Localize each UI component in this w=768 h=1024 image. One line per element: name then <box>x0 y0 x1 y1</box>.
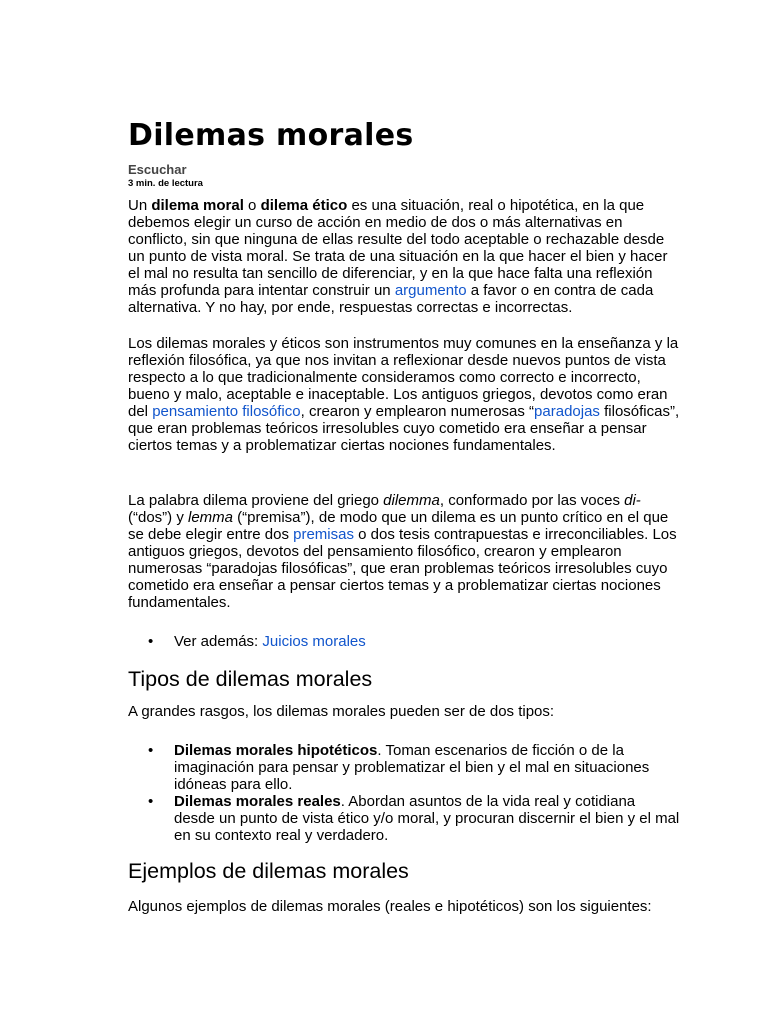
link-premisas[interactable]: premisas <box>293 526 354 543</box>
see-also-list <box>128 633 680 650</box>
list-item: • Dilemas morales hipotéticos. Toman escenarios de ficción o de la imaginación para pensar y problematizar el bien y el mal en situaciones idóneas para ello. <box>128 742 680 793</box>
types-list <box>128 742 680 844</box>
term-lemma: lemma <box>188 509 234 526</box>
term-hipoteticos: Dilemas morales hipotéticos <box>174 742 378 759</box>
page-title: Dilemas morales <box>128 118 414 153</box>
term-dilema-moral: dilema moral <box>151 197 244 214</box>
link-juicios-morales[interactable]: Juicios morales <box>262 633 366 650</box>
link-pensamiento-filosofico[interactable]: pensamiento filosófico <box>152 403 301 420</box>
listen-button[interactable]: Escuchar <box>128 162 187 177</box>
paragraph-tipos-intro: A grandes rasgos, los dilemas morales pueden ser de dos tipos: <box>128 703 555 720</box>
paragraph-teaching: Los dilemas morales y éticos son instrumentos muy comunes en la enseñanza y la reflexión filosófica, ya que nos invitan a reflexionar desde nuevos puntos de vista respecto a lo que tradicionalmente consideramos como correcto e incorrecto, bueno y malo, aceptable e inaceptable. Los antiguos griegos, devotos como eran del pensamiento filosófico, crearon y emplearon numerosas “paradojas filosóficas”, que eran problemas teóricos irresolubles cuyo cometido era enseñar a pensar ciertos temas y a problematizar ciertas nociones fundamentales. <box>128 335 680 454</box>
paragraph-definition: Un dilema moral o dilema ético es una situación, real o hipotética, en la que debemos elegir un curso de acción en medio de dos o más alternativas en conflicto, sin que ninguna de ellas resulte del todo aceptable o rechazable desde un punto de vista moral. Se trata de una situación en la que hacer el bien y hacer el mal no resulta tan sencillo de diferenciar, y en la que hace falta una reflexión más profunda para intentar construir un argumento a favor o en contra de cada alternativa. Y no hay, por ende, respuestas correctas e incorrectas. <box>128 197 668 316</box>
term-dilema-etico: dilema ético <box>260 197 348 214</box>
list-item: • Dilemas morales reales. Abordan asuntos de la vida real y cotidiana desde un punto de vista ético y/o moral, y procuran discernir el bien y el mal en su contexto real y verdadero. <box>128 793 680 844</box>
term-dilemma: dilemma <box>383 492 440 509</box>
heading-ejemplos: Ejemplos de dilemas morales <box>128 859 409 883</box>
paragraph-ejemplos-intro: Algunos ejemplos de dilemas morales (reales e hipotéticos) son los siguientes: <box>128 898 652 915</box>
link-paradojas[interactable]: paradojas <box>534 403 600 420</box>
term-di: di- <box>624 492 641 509</box>
paragraph-etymology: La palabra dilema proviene del griego dilemma, conformado por las voces di- (“dos”) y lemma (“premisa”), de modo que un dilema es un punto crítico en el que se debe elegir entre dos premisas o dos tesis contrapuestas e irreconciliables. Los antiguos griegos, devotos del pensamiento filosófico, crearon y emplearon numerosas “paradojas filosóficas”, que eran problemas teóricos irresolubles cuyo cometido era enseñar a pensar ciertos temas y a problematizar ciertas nociones fundamentales. <box>128 492 677 611</box>
list-item: • Ver además: Juicios morales <box>128 633 680 650</box>
heading-tipos: Tipos de dilemas morales <box>128 667 373 691</box>
term-reales: Dilemas morales reales <box>174 793 341 810</box>
link-argumento[interactable]: argumento <box>394 282 467 299</box>
read-time: 3 min. de lectura <box>128 178 203 189</box>
